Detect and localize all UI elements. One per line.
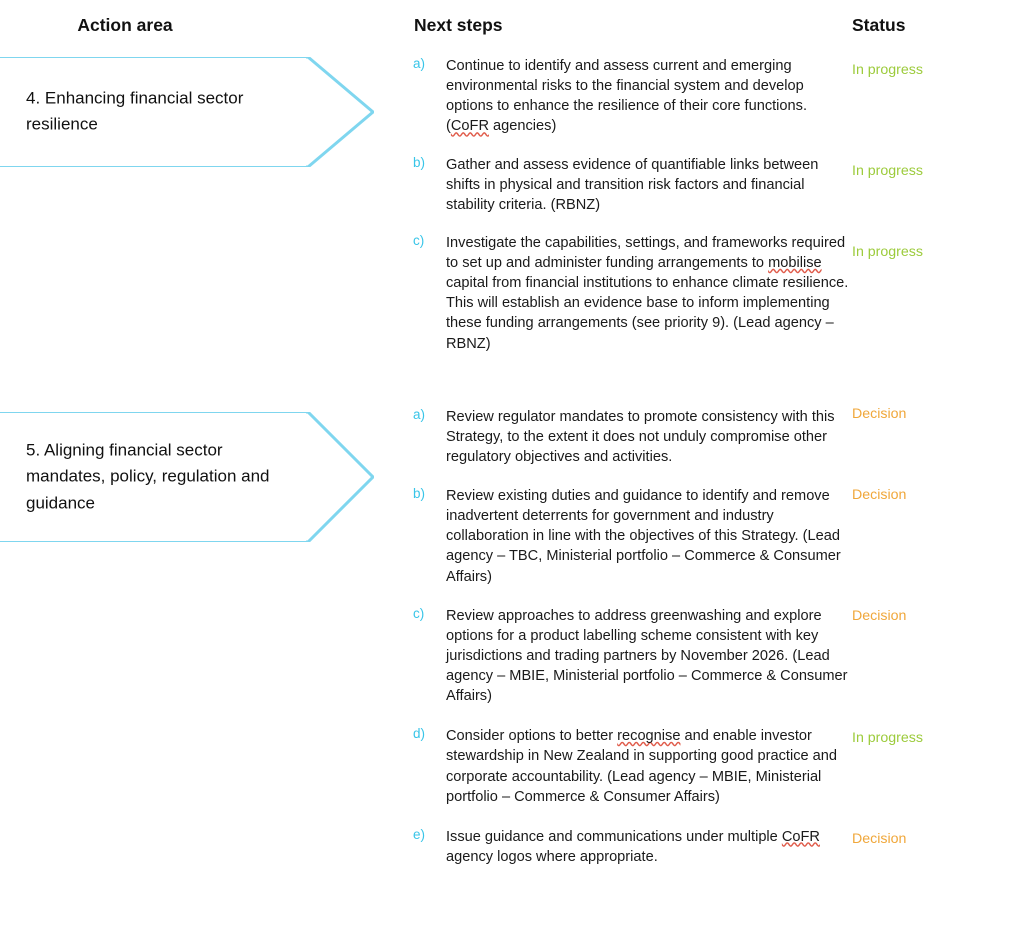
step-item [410, 233, 850, 354]
column-header-status: Status [852, 15, 906, 35]
step-item [410, 486, 850, 587]
action-area-arrow-1 [0, 57, 374, 167]
step-text: Consider options to better recognise and enable investor stewardship in New Zealand in supporting good practice and corporate accountability. (Lead agency – MBIE, Ministerial portfolio – Commerce & Consumer Affairs) [446, 728, 838, 805]
step-letter: d) [413, 726, 426, 742]
step-text: Review existing duties and guidance to identify and remove inadvertent deterrents for government and industry collaboration in line with the objectives of this Strategy. (Lead agency – TBC, Ministerial portfolio – Commerce & Consumer Affairs) [446, 488, 841, 585]
step-item [410, 56, 850, 137]
step-item [410, 606, 850, 707]
next-steps-column [410, 56, 850, 881]
status-badge: In progress [852, 730, 923, 746]
status-badge: In progress [852, 62, 923, 78]
step-text: Review regulator mandates to promote consistency with this Strategy, to the extent it does not unduly compromise other regulatory objectives and activities. [446, 408, 835, 465]
step-text: Investigate the capabilities, settings, and frameworks required to set up and administer funding arrangements to mobilise capital from financial institutions to enhance climate resilience. This will establish an evidence base to inform implementing these funding arrangements (see priority 9). (Lead agency – RBNZ) [446, 234, 849, 352]
step-letter: a) [413, 56, 426, 71]
column-header-next-steps: Next steps [414, 15, 503, 35]
step-letter: c) [413, 232, 425, 248]
arrow-head-icon [306, 57, 374, 167]
action-area-arrow-2 [0, 412, 374, 542]
status-badge: Decision [852, 831, 907, 847]
step-text: Review approaches to address greenwashing and explore options for a product labelling scheme consistent with key jurisdictions and trading partners by November 2026. (Lead agency – MBIE, Ministerial portfolio – Commerce & Consumer Affairs) [446, 607, 848, 705]
column-header-action-area: Action area [77, 15, 173, 35]
step-letter: e) [413, 826, 426, 842]
step-item [410, 827, 850, 867]
step-item [410, 726, 850, 807]
status-badge: Decision [852, 487, 907, 503]
status-badge: In progress [852, 244, 923, 260]
action-area-label-1: 4. Enhancing financial sector resilience [26, 88, 244, 134]
action-area-label-2: 5. Aligning financial sector mandates, policy, regulation and guidance [26, 440, 270, 513]
status-badge: Decision [852, 608, 907, 624]
step-text: Continue to identify and assess current and emerging environmental risks to the financial system and develop options to enhance the resilience of their core functions. (CoFR agencies) [446, 58, 808, 135]
status-badge: In progress [852, 163, 923, 179]
step-letter: a) [413, 406, 426, 422]
table-header-row [0, 0, 1024, 48]
status-badge: Decision [852, 406, 907, 422]
step-text: Issue guidance and communications under multiple CoFR agency logos where appropriate. [446, 828, 820, 865]
step-item [410, 407, 850, 467]
step-letter: c) [413, 605, 425, 621]
step-item [410, 155, 850, 215]
step-letter: b) [413, 486, 426, 501]
step-text: Gather and assess evidence of quantifiable links between shifts in physical and transition risk factors and financial stability criteria. (RBNZ) [446, 156, 819, 213]
arrow-head-icon [306, 412, 374, 542]
step-letter: b) [413, 154, 426, 170]
